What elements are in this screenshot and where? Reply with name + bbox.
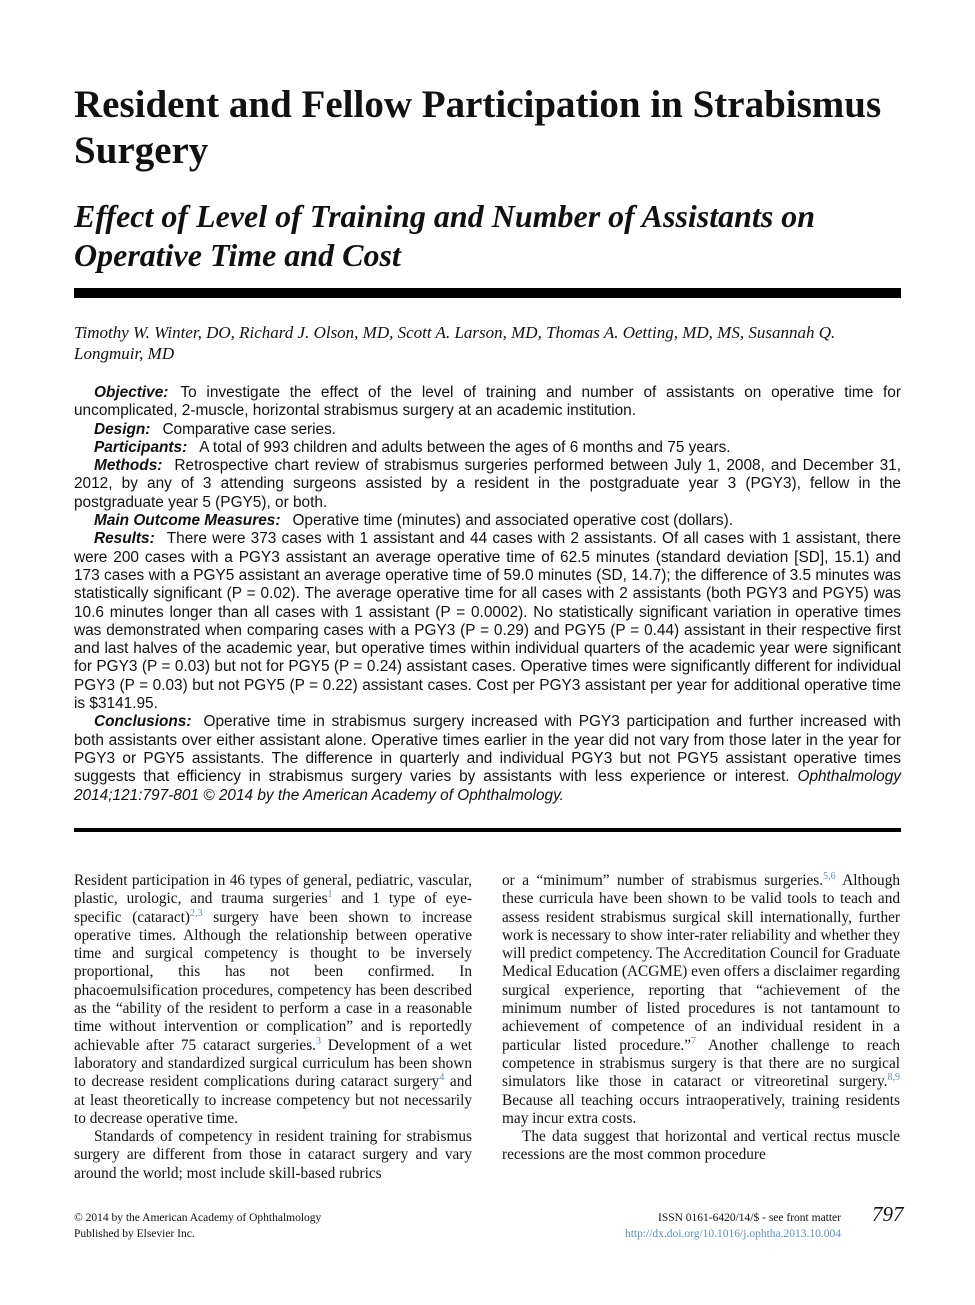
design-text: Comparative case series. (162, 420, 337, 438)
body-text: or a “minimum” number of strabismus surgeries. (502, 872, 824, 889)
participants-text: A total of 993 children and adults between the ages of 6 months and 75 years. (199, 438, 731, 456)
copyright-line: © 2014 by the American Academy of Ophthalmology (74, 1212, 322, 1224)
abstract-objective (74, 384, 901, 421)
abstract-design (74, 421, 901, 439)
body-text: Resident participation in 46 types of general, pediatric, vascular, plastic, urologic, and trauma surgeries (74, 872, 472, 908)
reference-link[interactable]: 5,6 (823, 870, 836, 882)
journal-citation: Ophthalmology 2014;121:797-801 © 2014 by the American Academy of Ophthalmology. (74, 768, 901, 804)
conclusions-text: Operative time in strabismus surgery increased with PGY3 participation and further increased with both assistants over either assistant alone. Operative times earlier in the year did not vary from those later in the year for PGY3 or PGY5 assistants. The difference in quarterly and individual PGY3 but not PGY5 assistant operative times suggests that efficiency in strabismus surgery varies by assistants with less experience or interest. (74, 713, 901, 786)
conclusions-label: Conclusions: (94, 713, 192, 731)
reference-link[interactable]: 2,3 (190, 907, 203, 919)
reference-link[interactable]: 4 (439, 1072, 445, 1084)
body-paragraph (502, 872, 900, 1128)
body-text: Another challenge to reach competence in strabismus surgery is that there are no surgical simulators like those in cataract or vitreoretinal surgery. (502, 1036, 900, 1091)
abstract-rule (74, 828, 901, 832)
body-text: and at least theoretically to increase competency but not necessarily to decrease operative time. (74, 1073, 472, 1127)
publisher-line: Published by Elsevier Inc. (74, 1228, 195, 1240)
reference-link[interactable]: 3 (316, 1035, 321, 1047)
abstract-conclusions (74, 713, 901, 804)
design-label: Design: (94, 420, 151, 438)
abstract-outcome (74, 512, 901, 530)
methods-text: Retrospective chart review of strabismus surgeries performed between July 1, 2008, and December 31, 2012, by any of 3 attending surgeons assisted by a resident in the postgraduate year 3 (PGY3), fellow in the postgraduate year 5 (PGY5), or both. (74, 457, 901, 511)
results-text: There were 373 cases with 1 assistant and 44 cases with 2 assistants. Of all cases with 1 assistant, there were 200 cases with a PGY3 assistant an average operative time of 62.5 minutes (standard deviation [SD], 15.1) and 173 cases with a PGY5 assistant an average operative time of 59.0 minutes (SD, 14.7); the difference of 3.5 minutes was statistically significant (P = 0.02). The average operative time for all cases with 2 assistants (both PGY3 and PGY5) was 10.6 minutes longer than all cases with 1 assistant (P = 0.0002). No statistically significant variation in operative times was demonstrated when comparing cases with a PGY3 (P = 0.29) and PGY5 (P = 0.44) assistant in their respective first and last halves of the academic year, but operative times within individual quarters of the academic year were significant for PGY3 (P = 0.03) but not for PGY5 (P = 0.24) assistant cases. Operative times were significantly different for individual PGY3 (P = 0.03) but not PGY5 (P = 0.22) assistant cases. Cost per PGY3 assistant per year for additional operative time is $3141.95. (74, 530, 901, 713)
body-column-left (74, 872, 472, 1183)
author-list: Timothy W. Winter, DO, Richard J. Olson, MD, Scott A. Larson, MD, Thomas A. Oetting, MD, MS, Susannah Q. Longmuir, MD (74, 323, 836, 363)
body-text: and 1 type of eye-specific (cataract) (74, 890, 472, 926)
abstract-results (74, 530, 901, 713)
reference-link[interactable]: 1 (327, 889, 333, 901)
body-text: Although these curricula have been shown to be valid tools to teach and assess resident strabismus surgical skill internationally, further work is necessary to show inter-rater reliability and whether they will predict competency. The Accreditation Council for Graduate Medical Education (ACGME) even offers a disclaimer regarding surgical experience, reporting that “achievement of the minimum number of listed procedures is not tantamount to achievement of competence of an individual resident in a particular listed procedure.” (502, 872, 901, 1054)
outcome-text: Operative time (minutes) and associated operative cost (dollars). (292, 512, 733, 530)
body-text: Development of a wet laboratory and standardized surgical curriculum has been shown to decrease resident complications during cataract surgery (74, 1036, 473, 1091)
article-title: Resident and Fellow Participation in Strabismus Surgery (74, 83, 882, 172)
doi-link[interactable]: http://dx.doi.org/10.1016/j.ophtha.2013.10.004 (624, 1228, 841, 1240)
participants-label: Participants: (94, 438, 188, 456)
body-text: Because all teaching occurs intraoperatively, training residents may incur extra costs. (502, 1091, 900, 1127)
body-column-right (502, 872, 900, 1165)
abstract (74, 384, 901, 805)
methods-label: Methods: (94, 457, 163, 475)
page-number: 797 (872, 1202, 904, 1226)
title-rule (74, 288, 901, 298)
article-subtitle: Effect of Level of Training and Number of Assistants on Operative Time and Cost (74, 198, 816, 273)
body-paragraph: Standards of competency in resident training for strabismus surgery are different from those in cataract surgery and vary around the world; most include skill-based rubrics (74, 1128, 472, 1182)
objective-text: To investigate the effect of the level of training and number of assistants on operative time for uncomplicated, 2-muscle, horizontal strabismus surgery at an academic institution. (74, 384, 901, 420)
reference-link[interactable]: 7 (691, 1035, 697, 1047)
abstract-methods (74, 457, 901, 512)
results-label: Results: (94, 530, 155, 548)
outcome-label: Main Outcome Measures: (94, 512, 281, 530)
body-text: surgery have been shown to increase operative times. Although the relationship between operative time and surgical competency is thought to be inversely proportional, this has not been confirmed. In phacoemulsification procedures, competency has been described as the “ability of the resident to perform a case in a reasonable time without intervention or complication” and is reportedly achievable after 75 cataract surgeries. (74, 908, 472, 1054)
body-paragraph (74, 872, 472, 1128)
issn-line: ISSN 0161-6420/14/$ - see front matter (657, 1212, 841, 1224)
objective-label: Objective: (94, 384, 169, 401)
footer-left (74, 1210, 321, 1242)
abstract-participants (74, 439, 901, 457)
reference-link[interactable]: 8,9 (887, 1072, 900, 1084)
footer-right (560, 1210, 841, 1242)
body-paragraph: The data suggest that horizontal and vertical rectus muscle recessions are the most common procedure (502, 1128, 900, 1164)
